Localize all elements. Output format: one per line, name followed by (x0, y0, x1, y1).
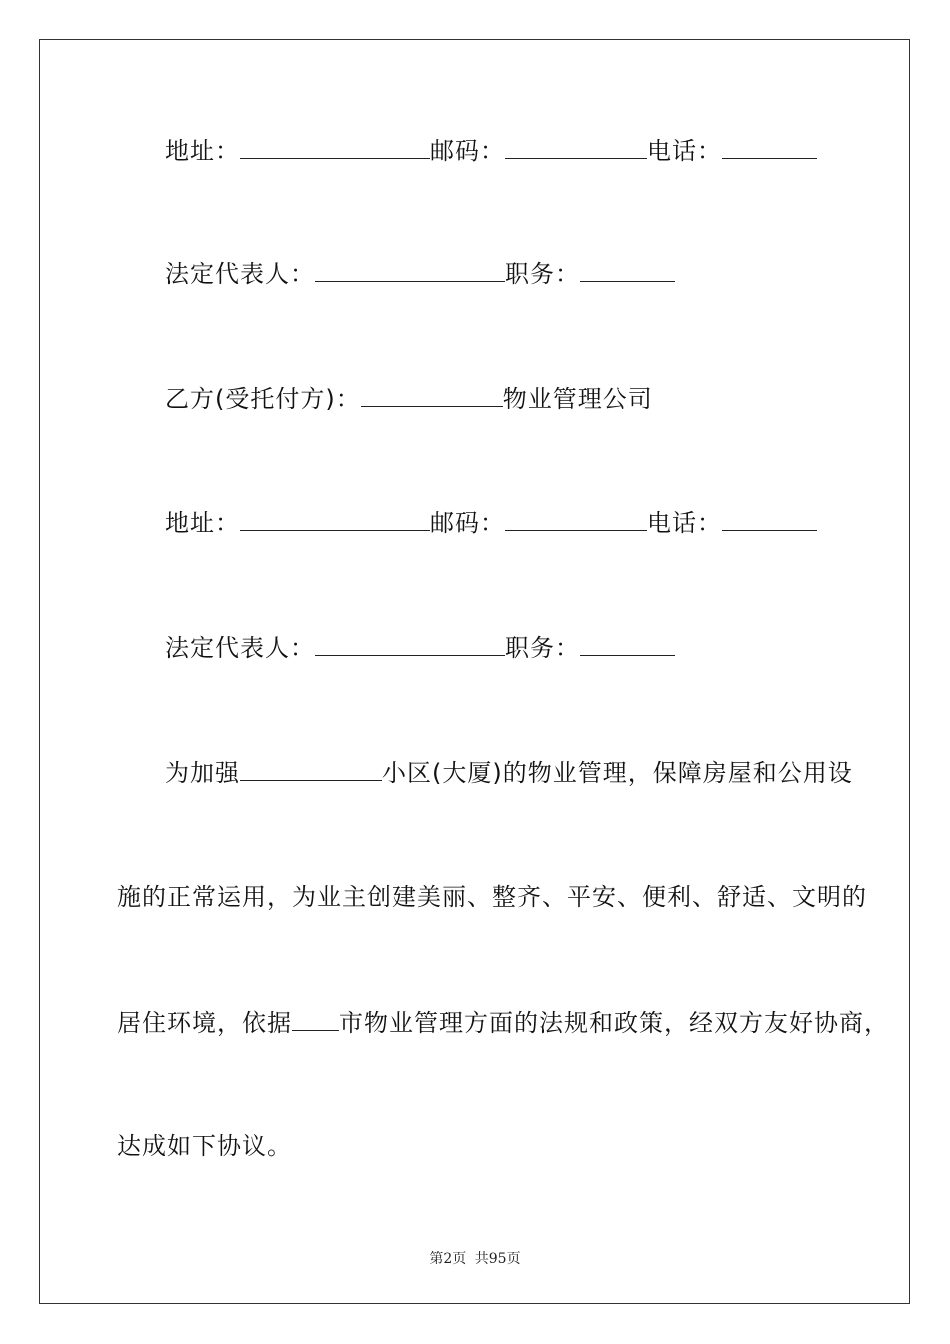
preamble-text: 达成如下协议。 (117, 1132, 292, 1160)
postcode-blank[interactable] (505, 138, 647, 159)
preamble-suffix: 小区(大厦)的物业管理，保障房屋和公用设 (382, 759, 853, 787)
legal-rep-blank[interactable] (315, 261, 505, 282)
preamble-text: 施的正常运用，为业主创建美丽、整齐、平安、便利、舒适、文明的 (117, 883, 867, 911)
phone-blank[interactable] (722, 138, 817, 159)
party-b-name-blank[interactable] (361, 386, 503, 407)
position-blank[interactable] (580, 261, 675, 282)
address-blank[interactable] (240, 510, 430, 531)
address-label: 地址： (165, 137, 240, 165)
postcode-label: 邮码： (430, 509, 505, 537)
party-b-suffix: 物业管理公司 (502, 385, 653, 413)
address-label: 地址： (165, 509, 240, 537)
preamble-line-3 (117, 1008, 889, 1038)
party-a-rep-line (165, 259, 675, 289)
position-blank[interactable] (580, 635, 675, 656)
preamble-suffix: 市物业管理方面的法规和政策，经双方友好协商， (339, 1009, 889, 1037)
position-label: 职务： (505, 260, 580, 288)
page-border (39, 39, 910, 1304)
postcode-blank[interactable] (505, 510, 647, 531)
page-number: 第2页 (429, 1251, 467, 1267)
city-blank[interactable] (292, 1010, 339, 1031)
page-footer (0, 1248, 950, 1268)
preamble-line-1 (165, 758, 853, 788)
estate-name-blank[interactable] (240, 760, 382, 781)
party-b-rep-line (165, 633, 675, 663)
preamble-line-4 (117, 1131, 292, 1161)
postcode-label: 邮码： (430, 137, 505, 165)
phone-blank[interactable] (722, 510, 817, 531)
party-b-label: 乙方(受托付方)： (165, 385, 361, 413)
phone-label: 电话： (647, 137, 722, 165)
position-label: 职务： (505, 634, 580, 662)
legal-rep-label: 法定代表人： (165, 260, 315, 288)
preamble-line-2 (117, 882, 867, 912)
preamble-prefix: 居住环境，依据 (117, 1009, 292, 1037)
party-b-title-line (165, 384, 653, 414)
page-total: 共95页 (474, 1251, 521, 1267)
preamble-prefix: 为加强 (165, 759, 240, 787)
legal-rep-blank[interactable] (315, 635, 505, 656)
phone-label: 电话： (647, 509, 722, 537)
party-a-contact-line (165, 136, 817, 166)
address-blank[interactable] (240, 138, 430, 159)
party-b-contact-line (165, 508, 817, 538)
legal-rep-label: 法定代表人： (165, 634, 315, 662)
